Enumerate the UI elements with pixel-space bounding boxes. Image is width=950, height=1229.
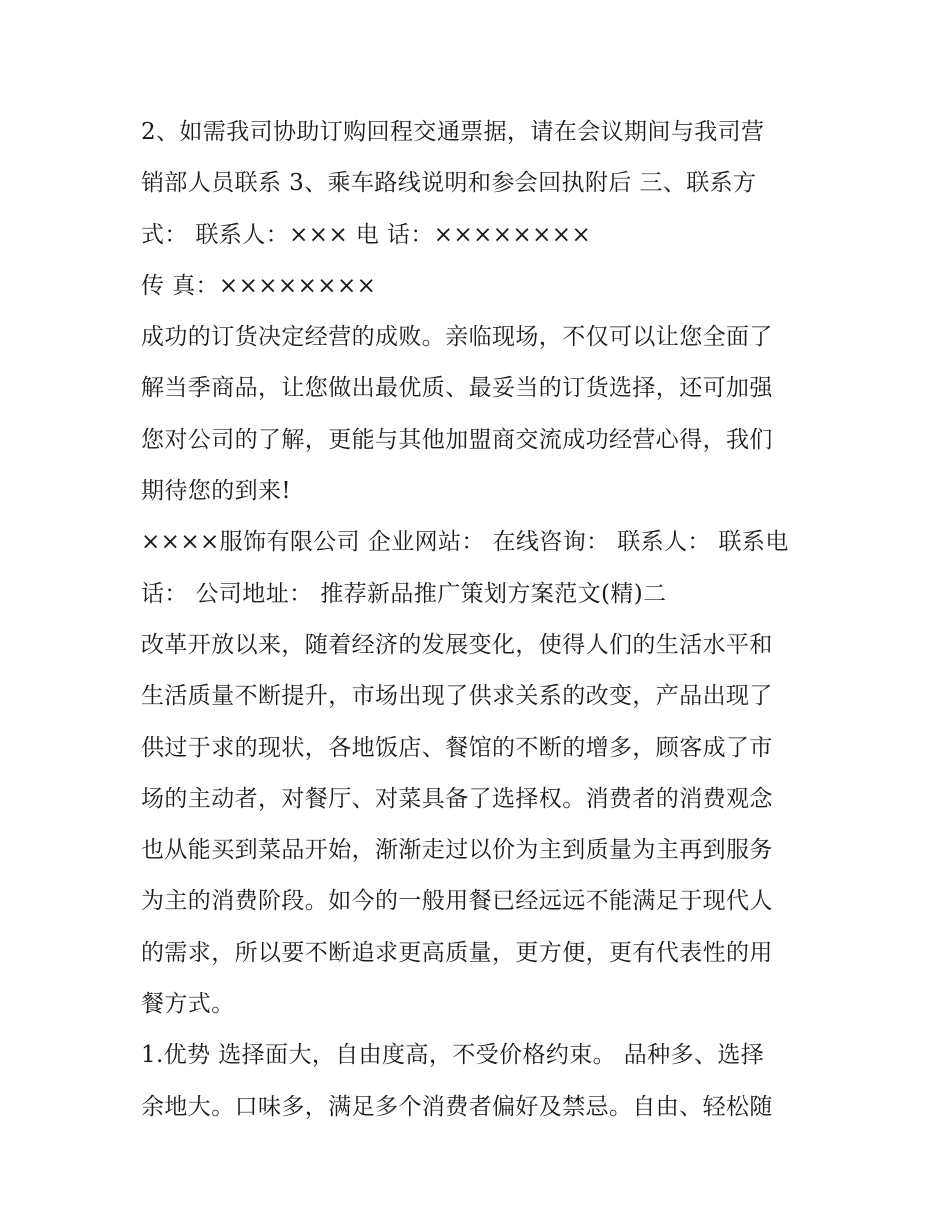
text-line: 改革开放以来，随着经济的发展变化，使得人们的生活水平和	[141, 631, 773, 658]
text-line: ××××服饰有限公司 企业网站： 在线咨询： 联系人： 联系电	[141, 529, 789, 556]
text-line: 解当季商品，让您做出最优质、最妥当的订货选择，还可加强	[141, 375, 773, 402]
text-line: 您对公司的了解，更能与其他加盟商交流成功经营心得，我们	[141, 426, 773, 453]
text-line: 话： 公司地址： 推荐新品推广策划方案范文(精)二	[141, 580, 667, 607]
text-line: 生活质量不断提升，市场出现了供求关系的改变，产品出现了	[141, 683, 773, 710]
text-line: 成功的订货决定经营的成败。亲临现场，不仅可以让您全面了	[141, 324, 773, 351]
text-line: 期待您的到来!	[141, 478, 292, 505]
document-body	[141, 107, 821, 1133]
text-line: 1.优势 选择面大，自由度高，不受价格约束。 品种多、选择	[141, 1042, 765, 1069]
text-line: 余地大。口味多，满足多个消费者偏好及禁忌。自由、轻松随	[141, 1093, 773, 1120]
text-line: 销部人员联系 3、乘车路线说明和参会回执附后 三、联系方	[141, 170, 757, 197]
text-line: 为主的消费阶段。如今的一般用餐已经远远不能满足于现代人	[141, 888, 773, 915]
text-line: 2、如需我司协助订购回程交通票据，请在会议期间与我司营	[141, 119, 765, 145]
text-line: 供过于求的现状，各地饭店、餐馆的不断的增多，顾客成了市	[141, 734, 773, 761]
text-line: 餐方式。	[141, 991, 235, 1018]
text-line: 式： 联系人：××× 电 话：××××××××	[141, 221, 592, 248]
text-line: 传 真：××××××××	[141, 272, 377, 299]
text-line: 场的主动者，对餐厅、对菜具备了选择权。消费者的消费观念	[141, 785, 773, 812]
text-line: 的需求，所以要不断追求更高质量，更方便，更有代表性的用	[141, 939, 773, 966]
text-line: 也从能买到菜品开始，渐渐走过以价为主到质量为主再到服务	[141, 837, 773, 864]
